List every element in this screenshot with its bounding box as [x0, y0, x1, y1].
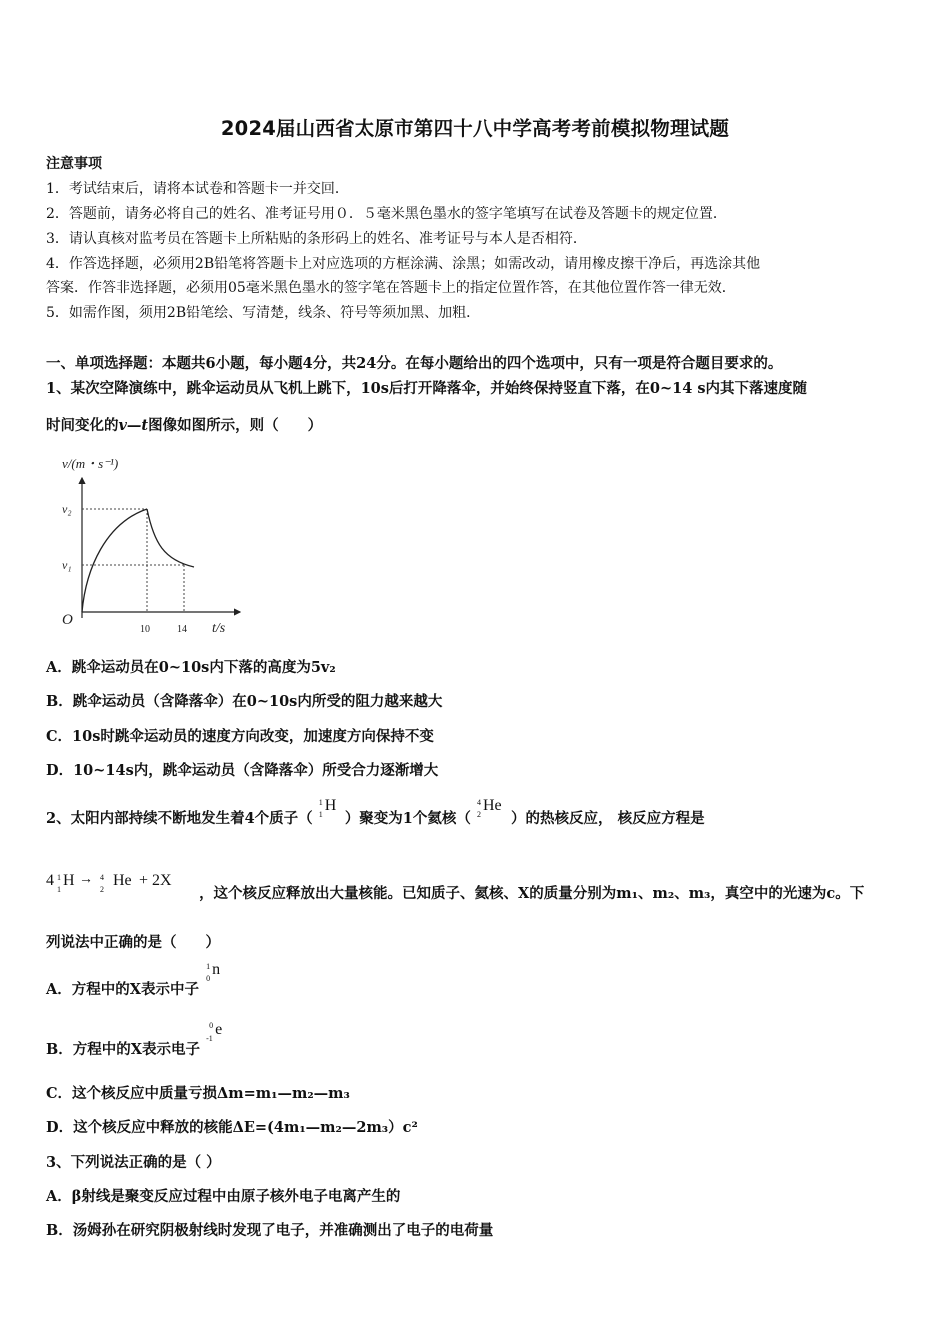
stem-text: ，这个核反应释放出大量核能。已知质子、氦核、X的质量分别为m₁、m₂、m₃，真空中的光速为c。下	[199, 885, 865, 902]
vt-variable: v—t	[118, 417, 149, 434]
helium-charge: 2	[476, 810, 481, 819]
q3-option-a: A．β射线是聚变反应过程中由原子核外电子电离产生的	[46, 1188, 401, 1205]
electron-symbol: e	[215, 1021, 223, 1038]
notice-heading: 注意事项	[46, 156, 102, 172]
stem-text: ）聚变为1个氦核（	[344, 810, 471, 827]
neutron-mass: 1	[206, 962, 211, 971]
eq-helium-charge: 2	[100, 885, 104, 894]
q3-option-b: B．汤姆孙在研究阴极射线时发现了电子，并准确测出了电子的电荷量	[46, 1222, 494, 1239]
x-axis-label: t/s	[212, 621, 226, 636]
q2-option-c: C．这个核反应中质量亏损Δm=m₁—m₂—m₃	[46, 1085, 350, 1102]
t10-label: 10	[140, 624, 150, 635]
notice-item: 答案．作答非选择题，必须用05毫米黑色墨水的签字笔在答题卡上的指定位置作答，在其他位置作答一律无效．	[46, 280, 736, 296]
question-1-stem-line2	[46, 414, 322, 435]
q2-option-b	[46, 1021, 225, 1059]
electron-mass: 0	[209, 1021, 214, 1030]
eq-proton-charge: 1	[57, 885, 61, 894]
section-heading: 一、单项选择题：本题共6小题，每小题4分，共24分。在每小题给出的四个选项中，只有一项是符合题目要求的。	[46, 355, 783, 372]
electron-nuclide	[205, 1021, 225, 1054]
proton-symbol: H	[324, 797, 337, 814]
stem-text: 图像如图所示，则（ ）	[148, 417, 323, 434]
neutron-symbol: n	[212, 961, 221, 978]
eq-proton-mass: 1	[57, 873, 61, 882]
velocity-curve-rising	[82, 509, 147, 612]
eq-helium-mass: 4	[100, 873, 104, 882]
vt-graph	[56, 448, 256, 638]
proton-nuclide	[318, 797, 340, 823]
electron-charge: -1	[206, 1034, 213, 1043]
stem-text: 2、太阳内部持续不断地发生着4个质子（	[46, 810, 313, 827]
neutron-charge: 0	[206, 974, 211, 983]
option-text: A．方程中的X表示中子	[46, 981, 199, 998]
t14-label: 14	[177, 624, 187, 635]
q1-option-a: A．跳伞运动员在0~10s内下落的高度为5v₂	[46, 659, 336, 676]
helium-nuclide	[476, 797, 506, 823]
notice-item: 5．如需作图，须用2B铅笔绘、写清楚，线条、符号等须加黑、加粗．	[46, 305, 481, 321]
stem-text: ）的热核反应， 核反应方程是	[511, 810, 705, 827]
proton-charge: 1	[318, 810, 323, 819]
reaction-equation	[46, 872, 194, 898]
question-3-stem: 3、下列说法正确的是（ ）	[46, 1154, 221, 1171]
stem-text: 时间变化的	[46, 417, 119, 434]
v1-label: v₁	[62, 558, 72, 572]
v2-label: v₂	[62, 502, 72, 516]
notice-item: 3．请认真核对监考员在答题卡上所粘贴的条形码上的姓名、准考证号与本人是否相符．	[46, 231, 587, 247]
q1-option-c: C．10s时跳伞运动员的速度方向改变，加速度方向保持不变	[46, 728, 434, 745]
neutron-nuclide	[204, 961, 222, 994]
helium-mass: 4	[476, 798, 481, 807]
y-axis-label: v/(m・s⁻¹)	[62, 456, 119, 471]
question-1-stem: 1、某次空降演练中，跳伞运动员从飞机上跳下，10s后打开降落伞，并始终保持竖直下落，在0~14 s内其下落速度随	[46, 380, 808, 397]
q2-option-d: D．这个核反应中释放的核能ΔE=(4m₁—m₂—2m₃）c²	[46, 1119, 418, 1136]
notice-item: 1．考试结束后，请将本试卷和答题卡一并交回．	[46, 181, 349, 197]
q1-option-b: B．跳伞运动员（含降落伞）在0~10s内所受的阻力越来越大	[46, 693, 443, 710]
question-2-stem-end: 列说法中正确的是（ ）	[46, 934, 220, 951]
page-title: 2024届山西省太原市第四十八中学高考考前模拟物理试题	[220, 117, 730, 140]
eq-arrow: →	[79, 872, 93, 887]
question-2-stem	[46, 797, 705, 828]
velocity-curve-falling	[147, 509, 194, 567]
question-2-equation-line	[46, 872, 865, 903]
eq-helium-symbol: He	[113, 872, 132, 889]
q1-option-d: D．10~14s内，跳伞运动员（含降落伞）所受合力逐渐增大	[46, 762, 439, 779]
eq-proton-symbol: H	[63, 872, 75, 889]
eq-tail: + 2X	[139, 872, 172, 889]
helium-symbol: He	[482, 797, 502, 814]
option-text: B．方程中的X表示电子	[46, 1041, 201, 1058]
notice-item: 4．作答选择题，必须用2B铅笔将答题卡上对应选项的方框涂满、涂黑；如需改动，请用橡皮擦干净后，再选涂其他	[46, 256, 761, 272]
notice-item: 2．答题前，请务必将自己的姓名、准考证号用０．５毫米黑色墨水的签字笔填写在试卷及答题卡的规定位置．	[46, 206, 727, 222]
equation-coefficient: 4	[46, 872, 54, 889]
q2-option-a	[46, 961, 222, 999]
origin-label: O	[62, 612, 73, 628]
proton-mass: 1	[318, 798, 323, 807]
